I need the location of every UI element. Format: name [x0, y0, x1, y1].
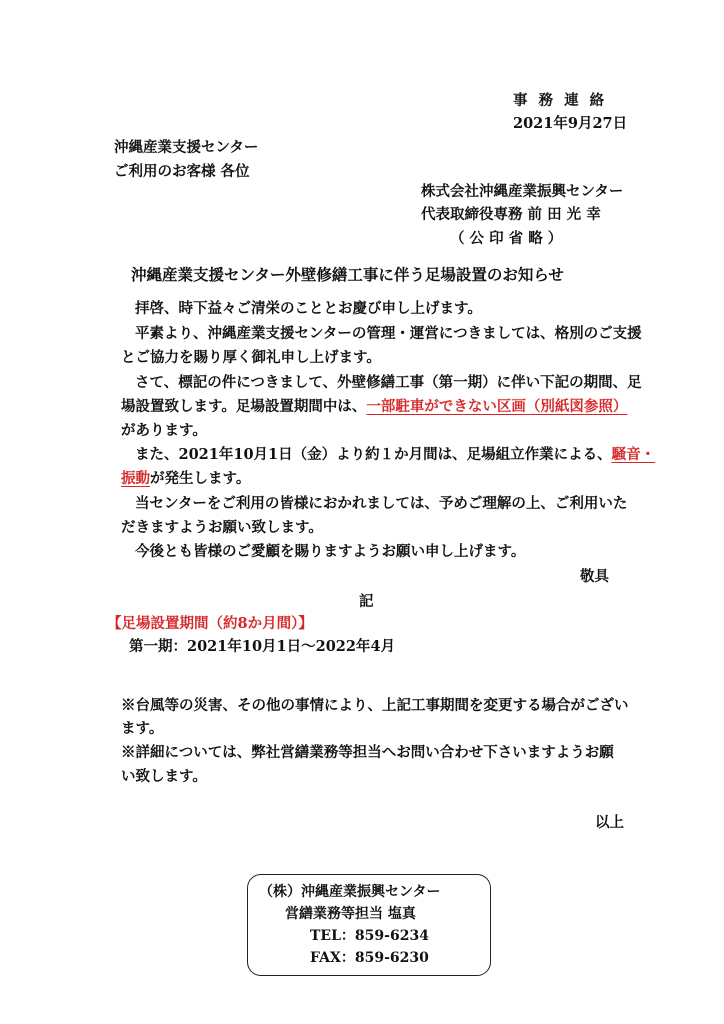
body-p2-line-1: 平素より、沖縄産業支援センターの管理・運営につきましては、格別のご支援: [135, 325, 642, 342]
parking-restriction-notice: 一部駐車ができない区画（別紙図参照）: [366, 398, 628, 415]
body-p5-line-1: 当センターをご利用の皆様におかれましては、予めご理解の上、ご利用いた: [135, 495, 628, 512]
end-ijo: 以上: [595, 814, 624, 831]
note-1-line-2: ます。: [121, 720, 164, 737]
body-p5-line-2: だきますようお願い致します。: [121, 519, 323, 536]
period-phase-1: 第一期：2021年10月1日～2022年4月: [129, 638, 396, 655]
note-2-line-2: い致します。: [121, 768, 207, 785]
body-p4-text-end: が発生します。: [150, 470, 251, 487]
noise-notice: 騒音・: [611, 446, 656, 463]
ki-marker: 記: [359, 593, 374, 610]
document-title: 沖縄産業支援センター外壁修繕工事に伴う足場設置のお知らせ: [131, 265, 564, 284]
document-type: 事 務 連 絡: [513, 92, 608, 109]
body-p6: 今後とも皆様のご愛顧を賜りますようお願い申し上げます。: [135, 543, 526, 560]
contact-company: （株）沖縄産業振興センター: [259, 884, 441, 900]
sender-person: 代表取締役専務 前 田 光 幸: [421, 206, 601, 223]
recipient-line-1: 沖縄産業支援センター: [114, 139, 259, 156]
contact-fax: FAX：859-6230: [310, 950, 429, 966]
body-p4-line-2: [121, 467, 250, 488]
body-p4-line-1: [135, 443, 655, 464]
closing-keigu: 敬具: [580, 568, 609, 585]
body-p4-text: また、2021年10月1日（金）より約１か月間は、足場組立作業による、: [135, 446, 612, 463]
vibration-notice: 振動: [121, 470, 150, 487]
body-greeting: 拝啓、時下益々ご清栄のこととお慶び申し上げます。: [135, 300, 482, 317]
note-2-line-1: ※詳細については、弊社営繕業務等担当へお問い合わせ下さいますようお願: [121, 744, 614, 761]
contact-department: 営繕業務等担当 塩真: [285, 906, 416, 922]
sender-seal-note: （ 公 印 省 略 ）: [450, 230, 563, 247]
contact-tel: TEL：859-6234: [310, 928, 429, 944]
body-p3-text: 場設置致します。足場設置期間中は、: [121, 398, 367, 415]
body-p3-line-3: があります。: [121, 422, 207, 439]
body-p3-line-1: さて、標記の件につきまして、外壁修繕工事（第一期）に伴い下記の期間、足: [135, 374, 642, 391]
period-heading: 【足場設置期間（約8か月間）】: [107, 615, 313, 632]
contact-box: [247, 874, 491, 976]
document-date: 2021年9月27日: [513, 115, 628, 132]
body-p2-line-2: とご協力を賜り厚く御礼申し上げます。: [121, 349, 381, 366]
recipient-line-2: ご利用のお客様 各位: [114, 163, 250, 180]
sender-company: 株式会社沖縄産業振興センター: [421, 183, 624, 200]
note-1-line-1: ※台風等の災害、その他の事情により、上記工事期間を変更する場合がござい: [121, 697, 629, 714]
body-p3-line-2: [121, 395, 627, 416]
